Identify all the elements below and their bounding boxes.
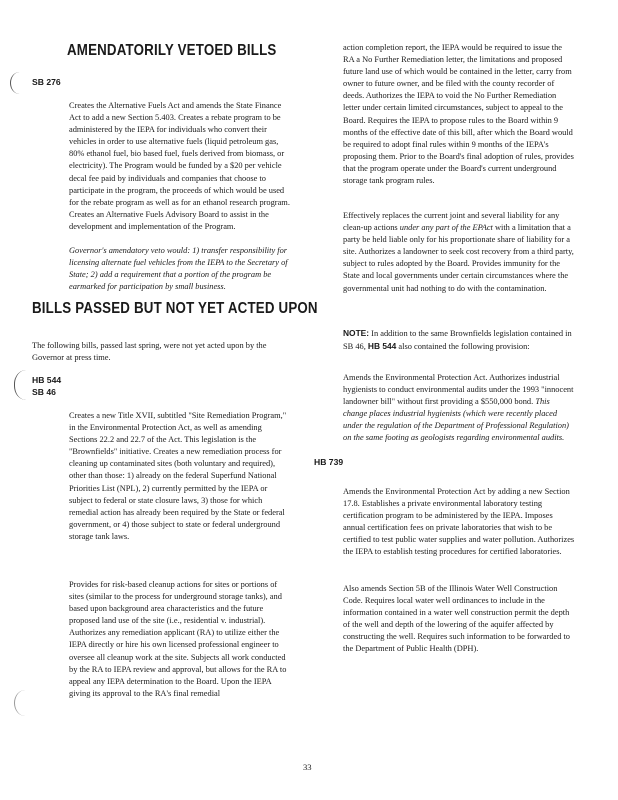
passed-intro: The following bills, passed last spring, were not yet acted upon by the Governor at press time. <box>32 341 267 363</box>
hb739-paragraph-2: Also amends Section 5B of the Illinois Water Well Construction Code. Requires local water well ordinances to include in the information contained in a water well construction permit the depth of the well and depth of the lowering of the aquifer affected by constructing the well. Requires such information to be forwarded to the Department of Public Health (DPH). <box>343 584 570 654</box>
note-label: NOTE: <box>343 328 370 338</box>
hb544-p5-text: Amends the Environmental Protection Act. Authorizes industrial hygienists to conduct environmental audits under the 1993 "innocent landowner bill" without first providing a $550,000 bond. <box>343 373 574 407</box>
hb544-paragraph-3 <box>343 42 575 187</box>
bill-tag-hb544: HB 544 <box>32 375 62 385</box>
hb544-p4-italic: under any part of the EPAct <box>399 223 493 233</box>
note-text-b: also contained the following provision: <box>396 342 530 352</box>
hb544-paragraph-5 <box>343 372 575 445</box>
heading-amendatorily-vetoed: AMENDATORILY VETOED BILLS <box>67 42 277 59</box>
hb544-paragraph-4 <box>343 210 575 295</box>
margin-brace <box>14 690 27 716</box>
heading-passed-not-acted: BILLS PASSED BUT NOT YET ACTED UPON <box>32 300 318 317</box>
bill-tag-sb276: SB 276 <box>32 77 61 87</box>
hb544-p4-text-a: Effectively replaces the current joint and several liability for any clean-up actions <box>343 211 560 233</box>
sb276-veto-note: Governor's amendatory veto would: 1) transfer responsibility for licensing alternate fuel vehicles from the IEPA to the Secretary of State; 2) add a requirement that a portion of the program be earmarked for participation by small business. <box>69 246 288 292</box>
note-text-a: In addition to the same Brownfields legislation contained in SB 46, <box>343 329 572 352</box>
margin-brace <box>10 72 23 94</box>
sb276-summary: Creates the Alternative Fuels Act and amends the State Finance Act to add a new Section 5.403. Creates a rebate program to be administered by the IEPA for individuals who convert their vehicles in order to use alternative fuels (liquid petroleum gas, 80% ethanol fuel, bio based fuel, fuels derived from biomass, or electricity). The Program would be funded by a $20 per vehicle decal fee paid by individuals and companies that choose to participate in the program, the proceeds of which would be used for the rebate program as well as for an ethanol research program. Creates an Alternative Fuels Advisory Board to assist in the development and implementation of the Program. <box>69 101 290 231</box>
note-bill-ref: HB 544 <box>367 341 397 352</box>
page-number: 33 <box>303 762 312 772</box>
hb544-p3-text: action completion report, the IEPA would be required to issue the RA a No Further Remediation letter, the limitations and proposed future land use of which would be contained in the letter, carry from owner to future owner, and be filed with the county recorder of deeds. Authorizes the IEPA to void the No Further Remediation letter under certain limited circumstances, subject to appeal to the Board. Requires the IEPA to propose rules to the Board within 9 months of the effective date of this bill, after which the Board would be required to adopt final rules within 9 months of the IEPA's proposing them. Prior to the Board's final adoption of rules, provides that the program operate under the Board's current underground storage tank program rules. <box>343 43 574 186</box>
bill-tag-hb739: HB 739 <box>314 457 344 467</box>
hb544-p5-italic: This change places industrial hygienists (which were recently placed under the regulation of the Department of Professional Regulation) on the same footing as geologists regarding environmental audits. <box>343 397 569 443</box>
bill-tag-sb46: SB 46 <box>32 387 56 397</box>
hb544-paragraph-2: Provides for risk-based cleanup actions for sites or portions of sites (similar to the process for underground storage tanks), and based upon background area characteristics and the future proposed land use of the site (i.e., residential v. industrial). Authorizes any remediation applicant (RA) to utilize either the IEPA directly or hire his own licensed professional engineer to oversee all cleanup work at the site. Subjects all work conducted by the RA to IEPA review and approval, but allows for the RA to appeal any IEPA determination to the Board. Upon the IEPA giving its approval to the RA's final remedial <box>69 580 287 698</box>
hb544-note <box>343 327 575 353</box>
margin-brace <box>14 370 27 400</box>
hb739-paragraph-1: Amends the Environmental Protection Act by adding a new Section 17.8. Establishes a private environmental laboratory testing certification program to be administered by the IEPA. Imposes annual certification fees on private laboratories that wish to be certified to test public water supplies and water pollution. Authorizes the IEPA to establish testing procedures for certified laboratories. <box>343 487 575 557</box>
hb544-p4-text-b: with a limitation that a party be held liable only for his proportionate share of liability for a site. Authorizes a landowner to seek cost recovery from a third party, subject to rules adopted by the Board. Provides immunity for the State and local governments under certain circumstances where the governmental unit had nothing to do with the contamination. <box>343 223 574 293</box>
hb544-paragraph-1: Creates a new Title XVII, subtitled "Site Remediation Program," in the Environmental Protection Act, as well as amending Sections 22.2 and 22.7 of the Act. This legislation is the "Brownfields" initiative. Creates a new remediation process for cleaning up contaminated sites (both voluntary and required), other than those: 1) already on the federal Superfund National Priorities List (NPL), 2) currently permitted by the IEPA or subject to federal or state closure laws, 3) those for which remedial action has already been required by the State or federal government, or 4) those subject to state or federal underground storage tank laws. <box>69 411 287 541</box>
